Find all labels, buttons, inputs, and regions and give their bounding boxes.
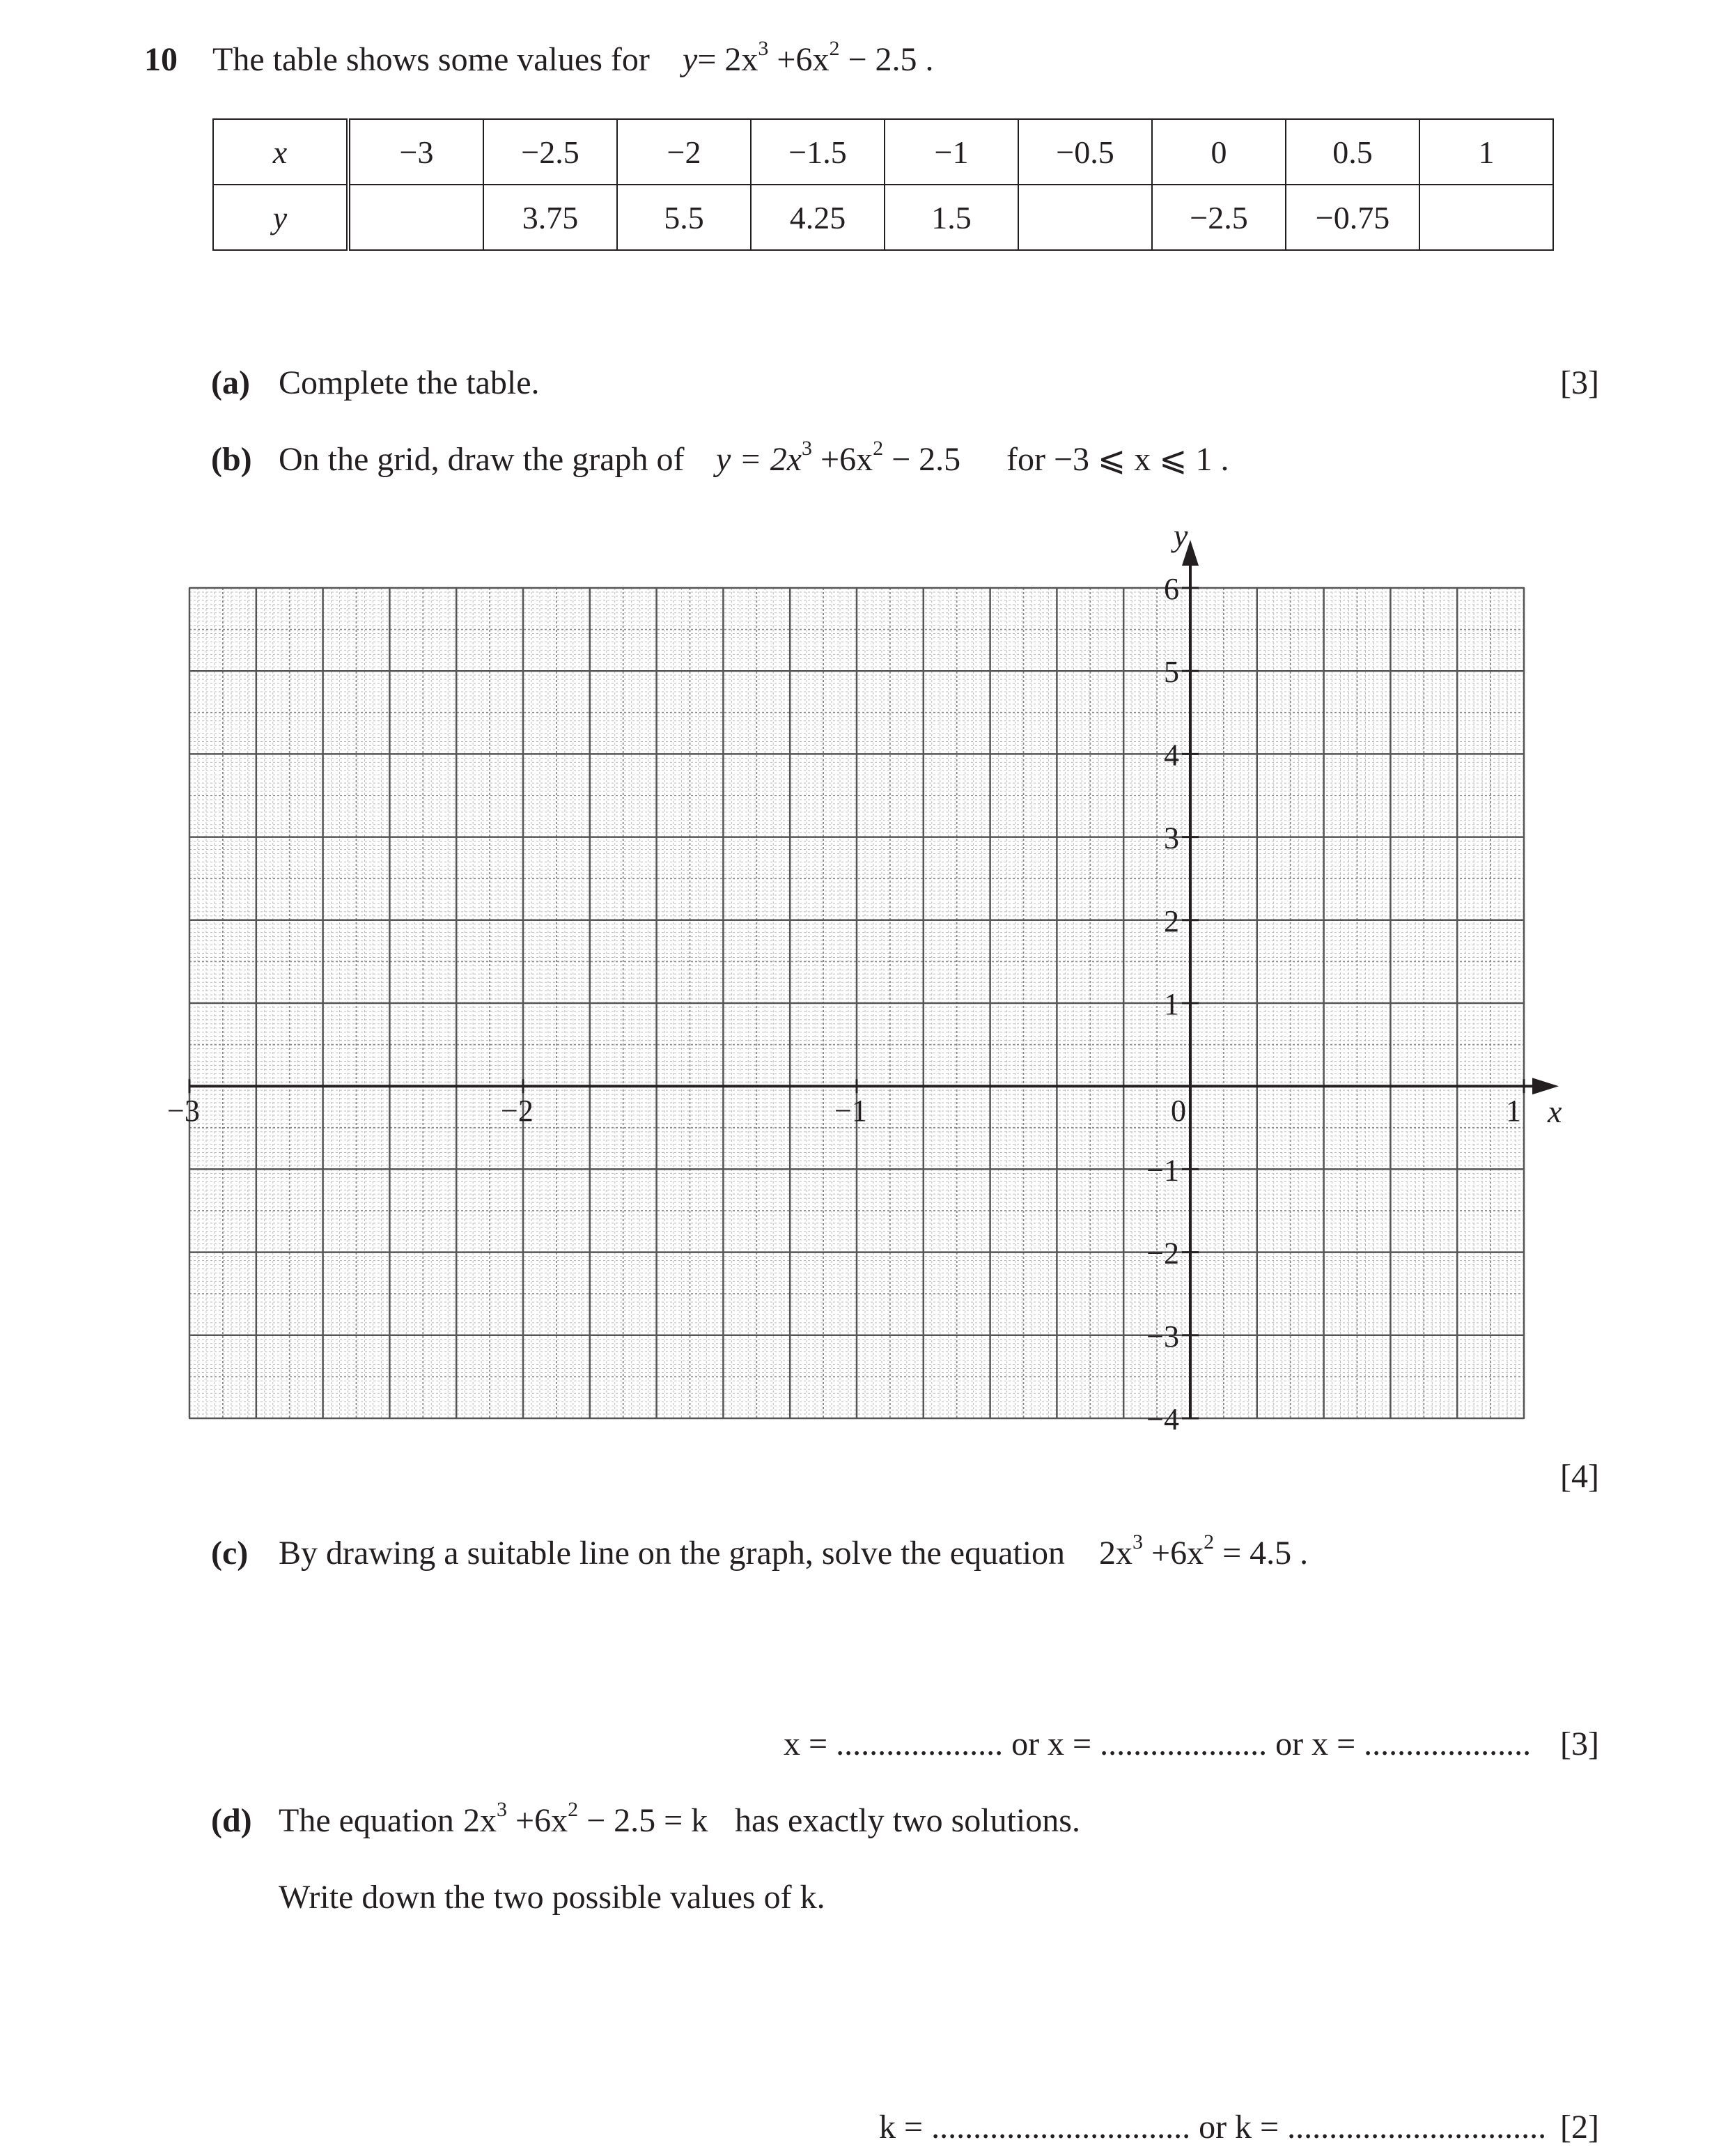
- part-a-label: (a): [211, 364, 250, 401]
- eq-exp: 3: [497, 1798, 507, 1821]
- part-d-label: (d): [211, 1802, 252, 1839]
- part-d-instruction: Write down the two possible values of k.: [279, 1879, 825, 1916]
- question-intro: The table shows some values for: [212, 41, 650, 78]
- y-tick-label: −4: [1146, 1402, 1179, 1436]
- eq-part: +6x: [507, 1802, 568, 1839]
- y-tick-label: −2: [1146, 1236, 1179, 1271]
- part-d-equation: [463, 1798, 708, 1839]
- part-d-text: The equation: [279, 1802, 454, 1839]
- table-cell: −2.5: [483, 119, 617, 185]
- table-cell: 1.5: [885, 185, 1018, 250]
- x-axis-label: x: [1548, 1094, 1562, 1130]
- y-tick-label: −3: [1146, 1319, 1179, 1354]
- eq-exp: 2: [873, 437, 884, 460]
- y-tick-label: 6: [1164, 572, 1179, 606]
- part-a-text: Complete the table.: [279, 364, 540, 401]
- eq-part: − 2.5 .: [839, 41, 934, 78]
- y-tick-label: −1: [1146, 1153, 1179, 1188]
- eq-exp: 3: [758, 37, 769, 60]
- part-b-marks: [4]: [1560, 1458, 1599, 1495]
- part-b-label: (b): [211, 441, 252, 478]
- eq-part: 2x: [463, 1802, 497, 1839]
- eq-part: +6x: [768, 41, 830, 78]
- part-b-range: for −3 ⩽ x ⩽ 1 .: [1006, 441, 1229, 478]
- table-cell: −0.75: [1286, 185, 1419, 250]
- table-cell: 0: [1152, 119, 1286, 185]
- part-d-marks: [2]: [1560, 2109, 1599, 2146]
- y-tick-label: 2: [1164, 903, 1179, 938]
- table-cell: 4.25: [751, 185, 885, 250]
- eq-part: = 2x: [697, 41, 758, 78]
- part-c-equation: [1099, 1530, 1309, 1572]
- part-c-answer-line[interactable]: x = .................... or x = .................... or x = ....................: [784, 1725, 1532, 1762]
- eq-part: = 4.5 .: [1214, 1535, 1309, 1572]
- x-tick-label: 1: [1506, 1094, 1521, 1129]
- y-tick-label: 4: [1164, 738, 1179, 773]
- table-cell: −1: [885, 119, 1018, 185]
- part-d-text-after: has exactly two solutions.: [735, 1802, 1080, 1839]
- y-tick-label: 5: [1164, 655, 1179, 690]
- x-tick-label: −1: [834, 1094, 867, 1129]
- part-c-text: By drawing a suitable line on the graph, solve the equation: [279, 1535, 1066, 1572]
- question-number: 10: [144, 41, 178, 78]
- eq-exp: 3: [1132, 1530, 1143, 1553]
- table-header-y: y: [213, 185, 348, 250]
- table-cell: 3.75: [483, 185, 617, 250]
- x-tick-label: 0: [1171, 1094, 1186, 1129]
- table-cell: −3: [348, 119, 483, 185]
- eq-part: +6x: [812, 441, 873, 478]
- eq-part: − 2.5 = k: [578, 1802, 708, 1839]
- table-cell: 1: [1419, 119, 1553, 185]
- equation-y: y: [683, 41, 698, 78]
- x-axis-arrow: [1532, 1078, 1559, 1094]
- part-c-marks: [3]: [1560, 1725, 1599, 1762]
- table-cell: −0.5: [1018, 119, 1152, 185]
- eq-part: 2x: [1099, 1535, 1132, 1572]
- eq-part: − 2.5: [883, 441, 961, 478]
- y-axis-label: y: [1174, 518, 1188, 553]
- part-b-text: On the grid, draw the graph of: [279, 441, 685, 478]
- table-cell: 0.5: [1286, 119, 1419, 185]
- eq-part: y = 2x: [716, 441, 802, 478]
- eq-part: +6x: [1143, 1535, 1204, 1572]
- eq-exp: 2: [568, 1798, 579, 1821]
- table-cell: 5.5: [617, 185, 751, 250]
- table-header-x: x: [213, 119, 348, 185]
- table-cell: −1.5: [751, 119, 885, 185]
- y-tick-label: 3: [1164, 821, 1179, 855]
- x-tick-label: −3: [167, 1094, 200, 1129]
- table-cell: −2: [617, 119, 751, 185]
- part-c-label: (c): [211, 1535, 249, 1572]
- major-gridlines: [189, 588, 1524, 1418]
- x-tick-label: −2: [501, 1094, 534, 1129]
- y-tick-label: 1: [1164, 987, 1179, 1021]
- eq-exp: 3: [802, 437, 812, 460]
- part-a-marks: [3]: [1560, 364, 1599, 401]
- eq-exp: 2: [829, 37, 840, 60]
- table-cell: −2.5: [1152, 185, 1286, 250]
- part-d-answer-line[interactable]: k = ............................... or k = ...............................: [879, 2109, 1547, 2146]
- eq-exp: 2: [1204, 1530, 1215, 1553]
